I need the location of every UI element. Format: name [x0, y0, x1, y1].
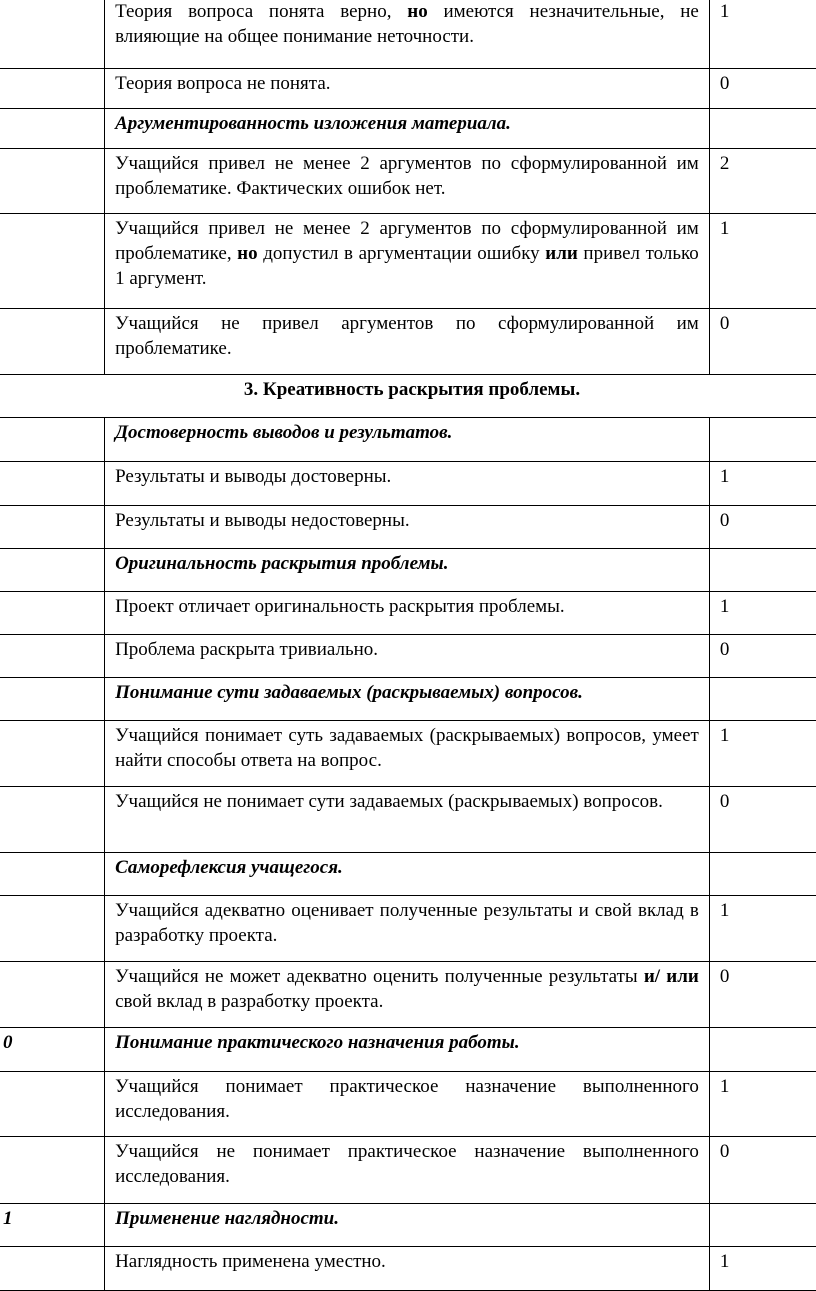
score-cell: [709, 1204, 816, 1247]
emphasis-text: или: [545, 243, 578, 264]
description-cell: Результаты и выводы достоверны.: [105, 462, 710, 506]
row-number-cell: [0, 506, 105, 549]
description-text: привел только 1 аргумент.: [115, 243, 699, 289]
description-text: Учащийся привел не менее 2 аргументов по сформулированной им проблематике,: [115, 218, 699, 264]
score-cell: [709, 1028, 816, 1072]
score-cell: 1: [709, 721, 816, 787]
score-cell: 0: [709, 309, 816, 375]
table-row: [0, 462, 816, 506]
table-row: [0, 678, 816, 721]
score-cell: 0: [709, 787, 816, 853]
table-row: [0, 1137, 816, 1204]
table-row: [0, 592, 816, 635]
score-cell: 0: [709, 1137, 816, 1204]
table-row: [0, 149, 816, 214]
criterion-title: Применение наглядности.: [105, 1204, 710, 1247]
row-number-cell: [0, 853, 105, 896]
table-row: [0, 1247, 816, 1291]
table-row: [0, 418, 816, 462]
score-cell: [709, 109, 816, 149]
row-number-cell: 1: [0, 1204, 105, 1247]
score-cell: [709, 549, 816, 592]
description-cell: [105, 0, 710, 69]
table-row: [0, 309, 816, 375]
table-row: [0, 375, 816, 418]
criterion-title: Понимание сути задаваемых (раскрываемых) вопросов.: [105, 678, 710, 721]
score-cell: 1: [709, 0, 816, 69]
table-row: [0, 896, 816, 962]
description-cell: [105, 214, 710, 309]
table-row: [0, 69, 816, 109]
table-row: [0, 962, 816, 1028]
description-cell: Учащийся адекватно оценивает полученные результаты и свой вклад в разработку проекта.: [105, 896, 710, 962]
row-number-cell: [0, 1072, 105, 1137]
table-row: [0, 635, 816, 678]
criterion-title: Аргументированность изложения материала.: [105, 109, 710, 149]
row-number-cell: [0, 69, 105, 109]
criterion-title: Понимание практического назначения работы.: [105, 1028, 710, 1072]
description-cell: Проект отличает оригинальность раскрытия проблемы.: [105, 592, 710, 635]
table-row: [0, 1028, 816, 1072]
description-text: Теория вопроса понята верно,: [115, 1, 408, 22]
score-cell: 1: [709, 214, 816, 309]
table-row: [0, 853, 816, 896]
row-number-cell: [0, 309, 105, 375]
criterion-title: Саморефлексия учащегося.: [105, 853, 710, 896]
description-cell: Учащийся не привел аргументов по сформулированной им проблематике.: [105, 309, 710, 375]
row-number-cell: [0, 962, 105, 1028]
row-number-cell: [0, 549, 105, 592]
criterion-title: Оригинальность раскрытия проблемы.: [105, 549, 710, 592]
row-number-cell: [0, 109, 105, 149]
table-row: [0, 721, 816, 787]
score-cell: 1: [709, 1247, 816, 1291]
description-text: Учащийся не может адекватно оценить полученные результаты: [115, 966, 644, 987]
table-row: [0, 787, 816, 853]
row-number-cell: [0, 635, 105, 678]
emphasis-text: но: [237, 243, 258, 264]
table-row: [0, 0, 816, 69]
row-number-cell: [0, 214, 105, 309]
description-cell: Учащийся понимает суть задаваемых (раскрываемых) вопросов, умеет найти способы ответа на вопрос.: [105, 721, 710, 787]
section-heading: 3. Креативность раскрытия проблемы.: [0, 375, 816, 418]
description-cell: Результаты и выводы недостоверны.: [105, 506, 710, 549]
table-row: [0, 506, 816, 549]
score-cell: 1: [709, 1072, 816, 1137]
row-number-cell: [0, 787, 105, 853]
score-cell: 0: [709, 506, 816, 549]
score-cell: 0: [709, 69, 816, 109]
score-cell: 1: [709, 896, 816, 962]
score-cell: 2: [709, 149, 816, 214]
row-number-cell: [0, 678, 105, 721]
description-text: допустил в аргументации ошибку: [257, 243, 546, 264]
description-cell: Учащийся не понимает практическое назначение выполненного исследования.: [105, 1137, 710, 1204]
emphasis-text: и/ или: [643, 966, 699, 987]
score-cell: [709, 678, 816, 721]
score-cell: 0: [709, 962, 816, 1028]
table-row: [0, 109, 816, 149]
score-cell: [709, 418, 816, 462]
row-number-cell: [0, 592, 105, 635]
table-row: [0, 1072, 816, 1137]
row-number-cell: [0, 462, 105, 506]
criterion-title: Достоверность выводов и результатов.: [105, 418, 710, 462]
score-cell: 1: [709, 462, 816, 506]
description-cell: Проблема раскрыта тривиально.: [105, 635, 710, 678]
row-number-cell: [0, 896, 105, 962]
description-cell: Наглядность применена уместно.: [105, 1247, 710, 1291]
description-cell: Учащийся привел не менее 2 аргументов по сформулированной им проблематике. Фактических ошибок нет.: [105, 149, 710, 214]
description-cell: Учащийся не понимает сути задаваемых (раскрываемых) вопросов.: [105, 787, 710, 853]
row-number-cell: [0, 1247, 105, 1291]
row-number-cell: [0, 721, 105, 787]
row-number-cell: [0, 418, 105, 462]
score-cell: 1: [709, 592, 816, 635]
description-cell: Теория вопроса не понята.: [105, 69, 710, 109]
emphasis-text: но: [407, 1, 428, 22]
description-cell: Учащийся понимает практическое назначение выполненного исследования.: [105, 1072, 710, 1137]
score-cell: [709, 853, 816, 896]
row-number-cell: [0, 0, 105, 69]
score-cell: 0: [709, 635, 816, 678]
row-number-cell: [0, 1137, 105, 1204]
description-cell: [105, 962, 710, 1028]
description-text: имеются незначительные, не влияющие на общее понимание неточности.: [115, 1, 699, 47]
row-number-cell: [0, 149, 105, 214]
row-number-cell: 0: [0, 1028, 105, 1072]
table-row: [0, 549, 816, 592]
table-row: [0, 1204, 816, 1247]
description-text: свой вклад в разработку проекта.: [115, 991, 384, 1012]
table-row: [0, 214, 816, 309]
